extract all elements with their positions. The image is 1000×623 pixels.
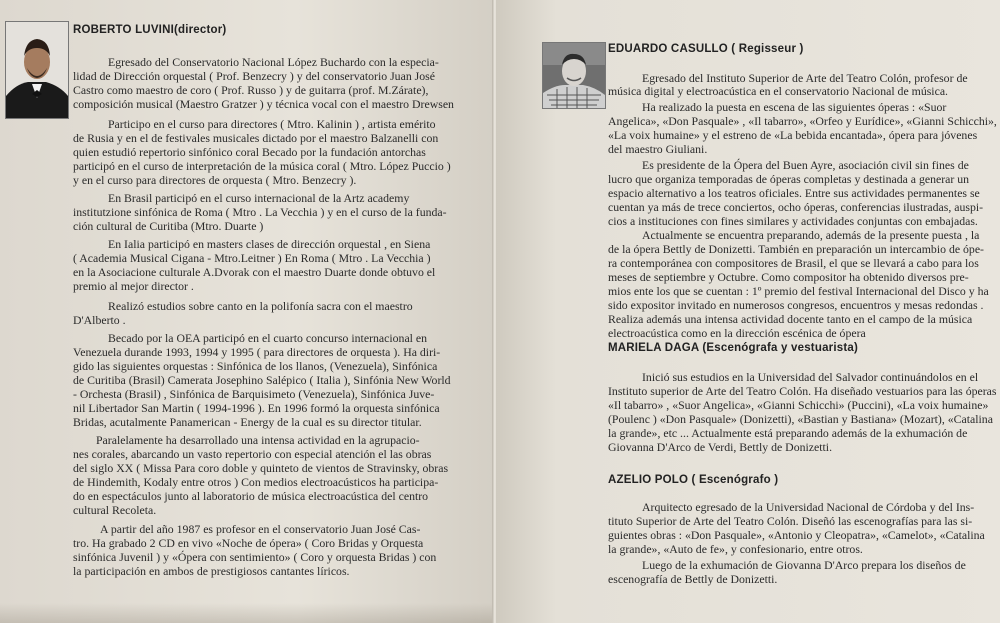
- luvini-bio-line: Realizó estudios sobre canto en la polifonía sacra con el maestro: [108, 299, 413, 313]
- polo-bio-line: Arquitecto egresado de la Universidad Nacional de Córdoba y del Ins-: [642, 500, 975, 514]
- luvini-bio-line: quien estudió repertorio sinfónico coral Becado por la fundación antorchas: [73, 145, 426, 159]
- luvini-bio-line: do en espectáculos junto al laboratorio de música electroacústica del centro: [73, 489, 429, 503]
- daga-bio-line: Giovanna D'Arco de Verdi, Bettly de Donizetti.: [608, 440, 833, 454]
- luvini-bio-line: En Ialia participó en masters clases de dirección orquestal , en Siena: [108, 237, 431, 251]
- luvini-bio-line: institutzione sinfónica de Roma ( Mtro . La Vecchia ) y en el curso de la funda-: [73, 205, 447, 219]
- portrait-casullo-image: [543, 43, 605, 108]
- page-shadow: [0, 603, 494, 623]
- luvini-bio-line: - Orchesta (Brasil) , Sinfónica de Barquisimeto (Venezuela), Sinfónica Juve-: [73, 387, 435, 401]
- luvini-bio-line: Participo en el curso para directores ( Mtro. Kalinin ) , artista emérito: [108, 117, 436, 131]
- right-page: [496, 0, 1000, 623]
- casullo-bio-line: Actualmente se encuentra preparando, además de la presente puesta , la: [642, 228, 980, 242]
- polo-bio-line: tituto Superior de Arte del Teatro Colón. Diseñó las escenografías para las si-: [608, 514, 973, 528]
- casullo-heading: EDUARDO CASULLO ( Regisseur ): [608, 43, 804, 55]
- luvini-bio-line: composición musical (Maestro Gratzer ) y técnica vocal con el maestro Drewsen: [73, 97, 454, 111]
- casullo-bio-line: cios a instituciones con fines similares y actividades conjuntas con embajadas.: [608, 214, 978, 228]
- luvini-bio-line: ción cultural de Curitiba (Mtro. Duarte ): [73, 219, 264, 233]
- casullo-bio-line: Angelica», «Don Pasquale» , «Il tabarro», «Orfeo y Eurídice», «Gianni Schicchi»,: [608, 114, 997, 128]
- casullo-bio-line: espacio alternativo a los teatros oficiales. Entre sus actividades permanentes se: [608, 186, 980, 200]
- luvini-bio-line: la participación en ambos de prestigiosos cantantes líricos.: [73, 564, 350, 578]
- luvini-bio-line: gido las siguientes orquestas : Sinfónica de los llanos, (Venezuela), Sinfónica: [73, 359, 438, 373]
- casullo-bio-line: electroacústica como en la dirección escénica de ópera: [608, 326, 866, 340]
- luvini-bio-line: nil Libertador San Martin ( 1994-1996 ). En 1996 formó la orquesta sinfónica: [73, 401, 440, 415]
- luvini-bio-line: Egresado del Conservatorio Nacional López Buchardo con la especia-: [108, 55, 439, 69]
- portrait-casullo: [542, 42, 606, 109]
- polo-heading: AZELIO POLO ( Escenógrafo ): [608, 474, 779, 486]
- polo-bio-line: Luego de la exhumación de Giovanna D'Arco prepara los diseños de: [642, 558, 966, 572]
- casullo-bio-line: del maestro Giuliani.: [608, 142, 708, 156]
- luvini-bio-line: en la Asociacione culturale A.Dvorak con el maestro Duarte donde obtuvo el: [73, 265, 436, 279]
- portrait-luvini-image: [6, 22, 68, 118]
- casullo-bio-line: música digital y electroacústica en el conservatorio Nacional de música.: [608, 84, 949, 98]
- luvini-bio-line: de Curitiba (Brasil) Camerata Josephino Salépico ( Italia ), Sinfónia New World: [73, 373, 451, 387]
- daga-bio-line: la grande», etc ... Actualmente está preparando además de la exhumación de: [608, 426, 968, 440]
- luvini-bio-line: Venezuela durande 1993, 1994 y 1995 ( para directores de orquesta ). Ha diri-: [73, 345, 441, 359]
- luvini-bio-line: premio al mejor director .: [73, 279, 194, 293]
- polo-bio-line: guientes obras : «Don Pasquale», «Antonio y Cleopatra», «Camelot», «Catalina: [608, 528, 985, 542]
- portrait-luvini: [5, 21, 69, 119]
- luvini-bio-line: En Brasil participó en el curso internacional de la Artz academy: [108, 191, 410, 205]
- casullo-bio-line: «La voix humaine» y el estreno de «La bebida encantada», ópera para jóvenes: [608, 128, 978, 142]
- luvini-bio-line: tro. Ha grabado 2 CD en vivo «Noche de ópera» ( Coro Bridas y Orquesta: [73, 536, 424, 550]
- polo-bio-line: escenografía de Bettly de Donizetti.: [608, 572, 778, 586]
- luvini-bio-line: de Hindemith, Kodaly entre otros ) Con medios electroacústicos ha participa-: [73, 475, 439, 489]
- casullo-bio-line: ra contemporánea con compositores de Brasil, el que se llevará a cabo para los: [608, 256, 979, 270]
- luvini-bio-line: Castro como maestro de coro ( Prof. Russo ) y de guitarra (prof. M.Zárate),: [73, 83, 429, 97]
- casullo-bio-line: Ha realizado la puesta en escena de las siguientes óperas : «Suor: [642, 100, 947, 114]
- casullo-bio-line: lucro que organiza temporadas de óperas completas y destinada a generar un: [608, 172, 970, 186]
- luvini-bio-line: Paralelamente ha desarrollado una intensa actividad en la agrupacio-: [96, 433, 420, 447]
- luvini-bio-line: participó en el curso de interpretación de la música coral ( Mtro. López Puccio ): [73, 159, 451, 173]
- luvini-bio-line: ( Academia Musical Cigana - Mtro.Leitner ) En Roma ( Mtro . La Vecchia ): [73, 251, 431, 265]
- luvini-bio-line: cultural Recoleta.: [73, 503, 157, 517]
- luvini-bio-line: D'Alberto .: [73, 313, 126, 327]
- luvini-heading: ROBERTO LUVINI(director): [73, 24, 227, 36]
- daga-heading: MARIELA DAGA (Escenógrafa y vestuarista): [608, 342, 858, 354]
- luvini-bio-line: lidad de Dirección orquestal ( Prof. Benzecry ) y del conservatorio Juan José: [73, 69, 435, 83]
- casullo-bio-line: sido expositor invitado en numerosos congresos, encuentros y mesas redondas .: [608, 298, 984, 312]
- casullo-bio-line: Es presidente de la Ópera del Buen Ayre, asociación civil sin fines de: [642, 158, 969, 172]
- polo-bio-line: la grande», «Auto de fe», y confesionario, entre otros.: [608, 542, 863, 556]
- left-page: [0, 0, 494, 623]
- luvini-bio-line: Bridas, acutalmente Panamerican - Energy de la cual es su director titular.: [73, 415, 422, 429]
- luvini-bio-line: de Rusia y en el de festivales musicales dictado por el maestro Balzanelli con: [73, 131, 439, 145]
- daga-bio-line: (Poulenc ) «Don Pasquale» (Donizetti), «Bastian y Bastiana» (Mozart), «Catalina: [608, 412, 993, 426]
- casullo-bio-line: meses de septiembre y Octubre. Como compositor ha obtenido diversos pre-: [608, 270, 969, 284]
- daga-bio-line: Inició sus estudios en la Universidad del Salvador continuándolos en el: [642, 370, 979, 384]
- daga-bio-line: «Il tabarro» , «Suor Angelica», «Gianni Schicchi» (Puccini), «La voix humaine»: [608, 398, 989, 412]
- casullo-bio-line: Egresado del Instituto Superior de Arte del Teatro Colón, profesor de: [642, 71, 968, 85]
- luvini-bio-line: nes corales, abarcando un vasto repertorio con especial atención el las obras: [73, 447, 432, 461]
- casullo-bio-line: mios ente los que se cuentan : 1º premio del festival Internacional del Disco y ha: [608, 284, 989, 298]
- casullo-bio-line: cuentan ya más de trece conciertos, ocho óperas, conferencias ilustradas, auspi-: [608, 200, 984, 214]
- luvini-bio-line: A partir del año 1987 es profesor en el conservatorio Juan José Cas-: [100, 522, 421, 536]
- luvini-bio-line: del siglo XX ( Missa Para coro doble y quinteto de vientos de Stravinsky, obras: [73, 461, 449, 475]
- daga-bio-line: Instituto superior de Arte del Teatro Colón. Ha diseñado vestuarios para las óperas: [608, 384, 997, 398]
- luvini-bio-line: Becado por la OEA participó en el cuarto concurso internacional en: [108, 331, 428, 345]
- luvini-bio-line: y en el curso para directores de orquesta ( Mtro. Benzecry ).: [73, 173, 357, 187]
- luvini-bio-line: sinfónica Juvenil ) y «Ópera con sentimiento» ( Coro y orquesta Bridas ) con: [73, 550, 437, 564]
- casullo-bio-line: Realiza además una intensa actividad docente tanto en el campo de la música: [608, 312, 973, 326]
- casullo-bio-line: de la ópera Bettly de Donizetti. También en preparación un intercambio de ópe-: [608, 242, 984, 256]
